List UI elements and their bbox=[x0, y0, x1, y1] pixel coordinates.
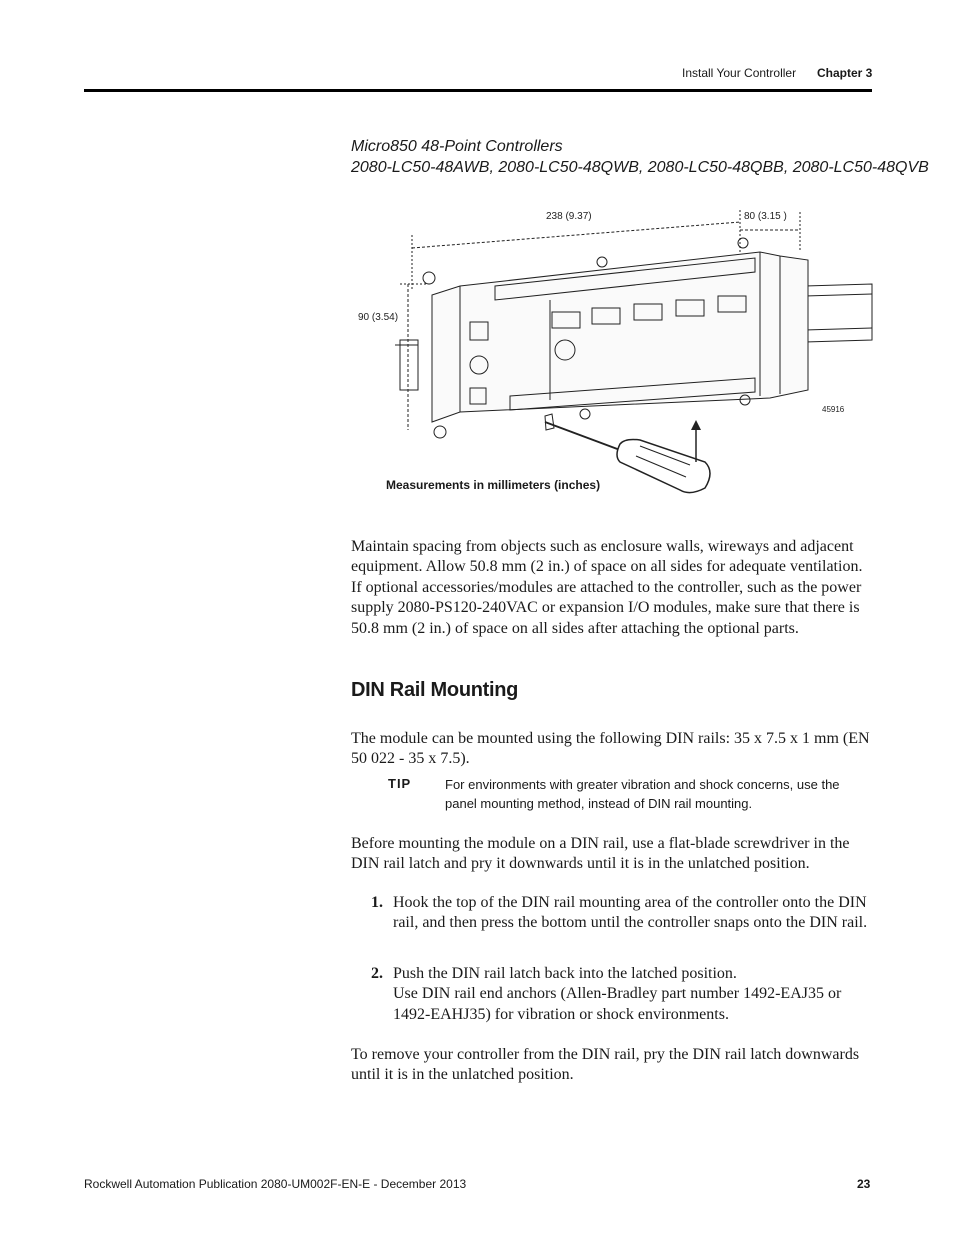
header-chapter: Chapter 3 bbox=[817, 66, 873, 80]
header-section-title: Install Your Controller bbox=[682, 66, 797, 80]
figure-title-line2: 2080-LC50-48AWB, 2080-LC50-48QWB, 2080-LC50-48QBB, 2080-LC50-48QVB bbox=[351, 159, 929, 176]
list-item bbox=[371, 964, 871, 1028]
step-text-block bbox=[393, 964, 873, 1025]
step-text: Push the DIN rail latch back into the latched position. bbox=[393, 965, 737, 982]
section-heading: DIN Rail Mounting bbox=[351, 679, 519, 701]
controller-dimension-drawing bbox=[340, 200, 880, 510]
dim-height-label: 90 (3.54) bbox=[358, 312, 399, 323]
spacing-paragraph: Maintain spacing from objects such as enclosure walls, wireways and adjacent equipment. Allow 50.8 mm (2 in.) of space on all sides for adequate ventilation. If optional accessories/modules are attached to the controller, such as the power supply 2080-PS120-240VAC or expansion I/O modules, make sure that there is 50.8 mm (2 in.) of space on all sides after attaching the optional parts. bbox=[351, 538, 863, 637]
step-number: 2. bbox=[371, 965, 383, 982]
tip-text: For environments with greater vibration and shock concerns, use the panel mounting method, instead of DIN rail mounting. bbox=[445, 777, 840, 811]
figure-caption: Measurements in millimeters (inches) bbox=[386, 478, 601, 492]
latch-paragraph: Before mounting the module on a DIN rail, use a flat-blade screwdriver in the DIN rail latch and pry it downwards until it is in the unlatched position. bbox=[351, 835, 850, 873]
dim-width-label: 238 (9.37) bbox=[546, 211, 592, 222]
figure-title bbox=[351, 136, 929, 178]
step-text: Hook the top of the DIN rail mounting area of the controller onto the DIN rail, and then press the bottom until the controller snaps onto the DIN rail. bbox=[393, 894, 868, 932]
step-number: 1. bbox=[371, 894, 383, 911]
tip-label: TIP bbox=[388, 776, 412, 791]
din-rail-paragraph: The module can be mounted using the following DIN rails: 35 x 7.5 x 1 mm (EN 50 022 - 35 x 7.5). bbox=[351, 730, 870, 768]
step-note: Use DIN rail end anchors (Allen-Bradley part number 1492-EAJ35 or 1492-EAHJ35) for vibration or shock environments. bbox=[393, 985, 842, 1023]
figure-title-line1: Micro850 48-Point Controllers bbox=[351, 138, 563, 155]
figure-id: 45916 bbox=[822, 405, 845, 414]
header-rule bbox=[84, 89, 872, 92]
footer-publication: Rockwell Automation Publication 2080-UM002F-EN-E - December 2013 bbox=[84, 1177, 467, 1191]
list-item bbox=[371, 893, 871, 957]
removal-paragraph: To remove your controller from the DIN rail, pry the DIN rail latch downwards until it is in the unlatched position. bbox=[351, 1046, 860, 1084]
page-number: 23 bbox=[857, 1177, 871, 1191]
dim-depth-label: 80 (3.15 ) bbox=[744, 211, 787, 222]
